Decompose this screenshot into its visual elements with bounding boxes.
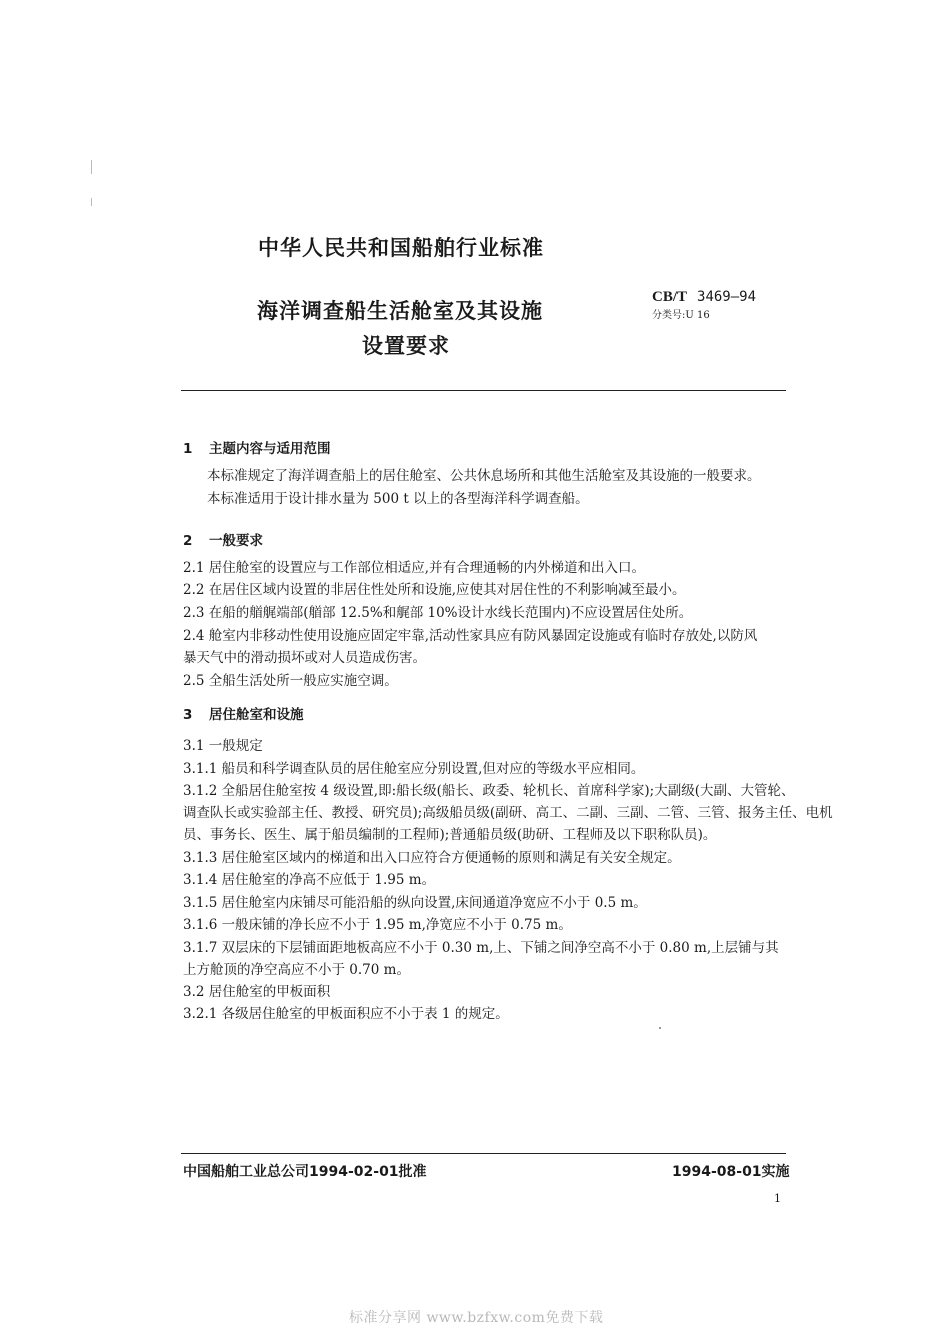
footer-divider xyxy=(181,1153,786,1154)
standard-prefix: CB/T xyxy=(652,289,688,305)
clause-2-4-line1: 2.4 舱室内非移动性使用设施应固定牢靠,活动性家具应有防风暴固定设施或有临时存放处,以防风 xyxy=(183,628,758,644)
clause-3-2-1: 3.2.1 各级居住舱室的甲板面积应不小于表 1 的规定。 xyxy=(183,1006,509,1022)
section-1-heading xyxy=(183,437,331,457)
standard-code xyxy=(652,287,756,306)
scan-mark xyxy=(91,198,92,206)
clause-3-1-2-line2: 调查队长或实验部主任、教授、研究员);高级船员级(副研、高工、二副、三副、二管、三管、报务主任、电机 xyxy=(183,805,833,821)
scan-mark xyxy=(91,160,92,174)
approval-line: 中国船舶工业总公司1994-02-01批准 xyxy=(183,1164,427,1180)
clause-2-3: 2.3 在船的艏艉端部(艏部 12.5%和艉部 10%设计水线长范围内)不应设置居住处所。 xyxy=(183,605,693,621)
clause-3-2: 3.2 居住舱室的甲板面积 xyxy=(183,984,331,1000)
clause-3-1-4: 3.1.4 居住舱室的净高不应低于 1.95 m。 xyxy=(183,872,436,888)
page-number: 1 xyxy=(774,1192,781,1205)
clause-3-1-7-line1: 3.1.7 双层床的下层铺面距地板高应不小于 0.30 m,上、下铺之间净空高不小于 0.80 m,上层铺与其 xyxy=(183,940,779,956)
paragraph: 本标准规定了海洋调查船上的居住舱室、公共休息场所和其他生活舱室及其设施的一般要求。 xyxy=(207,468,761,484)
watermark: 标准分享网 www.bzfxw.com免费下载 xyxy=(349,1310,604,1326)
clause-3-1-5: 3.1.5 居住舱室内床铺尽可能沿船的纵向设置,床间通道净宽应不小于 0.5 m。 xyxy=(183,895,647,911)
doc-title-line2: 设置要求 xyxy=(362,334,450,358)
clause-2-4-line2: 暴天气中的滑动损坏或对人员造成伤害。 xyxy=(183,650,426,666)
section-number: 1 xyxy=(183,441,193,457)
clause-2-2: 2.2 在居住区域内设置的非居住性处所和设施,应使其对居住性的不利影响减至最小。 xyxy=(183,582,686,598)
clause-3-1-6: 3.1.6 一般床铺的净长应不小于 1.95 m,净宽应不小于 0.75 m。 xyxy=(183,917,572,933)
clause-3-1: 3.1 一般规定 xyxy=(183,738,263,754)
section-title: 一般要求 xyxy=(209,533,263,549)
paragraph: 本标准适用于设计排水量为 500 t 以上的各型海洋科学调查船。 xyxy=(207,491,589,507)
clause-2-5: 2.5 全船生活处所一般应实施空调。 xyxy=(183,673,398,689)
section-title: 居住舱室和设施 xyxy=(209,707,304,723)
section-number: 2 xyxy=(183,533,193,549)
clause-3-1-2-line3: 员、事务长、医生、属于船员编制的工程师);普通船员级(助研、工程师及以下职称队员)。 xyxy=(183,827,717,843)
standard-org-title: 中华人民共和国船舶行业标准 xyxy=(258,236,544,260)
clause-3-1-1: 3.1.1 船员和科学调查队员的居住舱室应分别设置,但对应的等级水平应相同。 xyxy=(183,761,645,777)
section-2-heading xyxy=(183,529,263,549)
clause-3-1-7-line2: 上方舱顶的净空高应不小于 0.70 m。 xyxy=(183,962,410,978)
effective-date: 1994-08-01实施 xyxy=(672,1164,790,1180)
clause-3-1-3: 3.1.3 居住舱室区域内的梯道和出入口应符合方便通畅的原则和满足有关安全规定。 xyxy=(183,850,681,866)
section-title: 主题内容与适用范围 xyxy=(209,441,331,457)
clause-2-1: 2.1 居住舱室的设置应与工作部位相适应,并有合理通畅的内外梯道和出入口。 xyxy=(183,560,646,576)
header-divider xyxy=(181,390,786,391)
scan-speck xyxy=(659,1027,661,1029)
classification-number: 分类号:U 16 xyxy=(652,310,710,321)
doc-title-line1: 海洋调查船生活舱室及其设施 xyxy=(257,299,543,323)
clause-3-1-2-line1: 3.1.2 全船居住舱室按 4 级设置,即:船长级(船长、政委、轮机长、首席科学家);大副级(大副、大管轮、 xyxy=(183,783,795,799)
section-number: 3 xyxy=(183,707,193,723)
section-3-heading xyxy=(183,703,304,723)
standard-number: 3469—94 xyxy=(697,289,757,305)
